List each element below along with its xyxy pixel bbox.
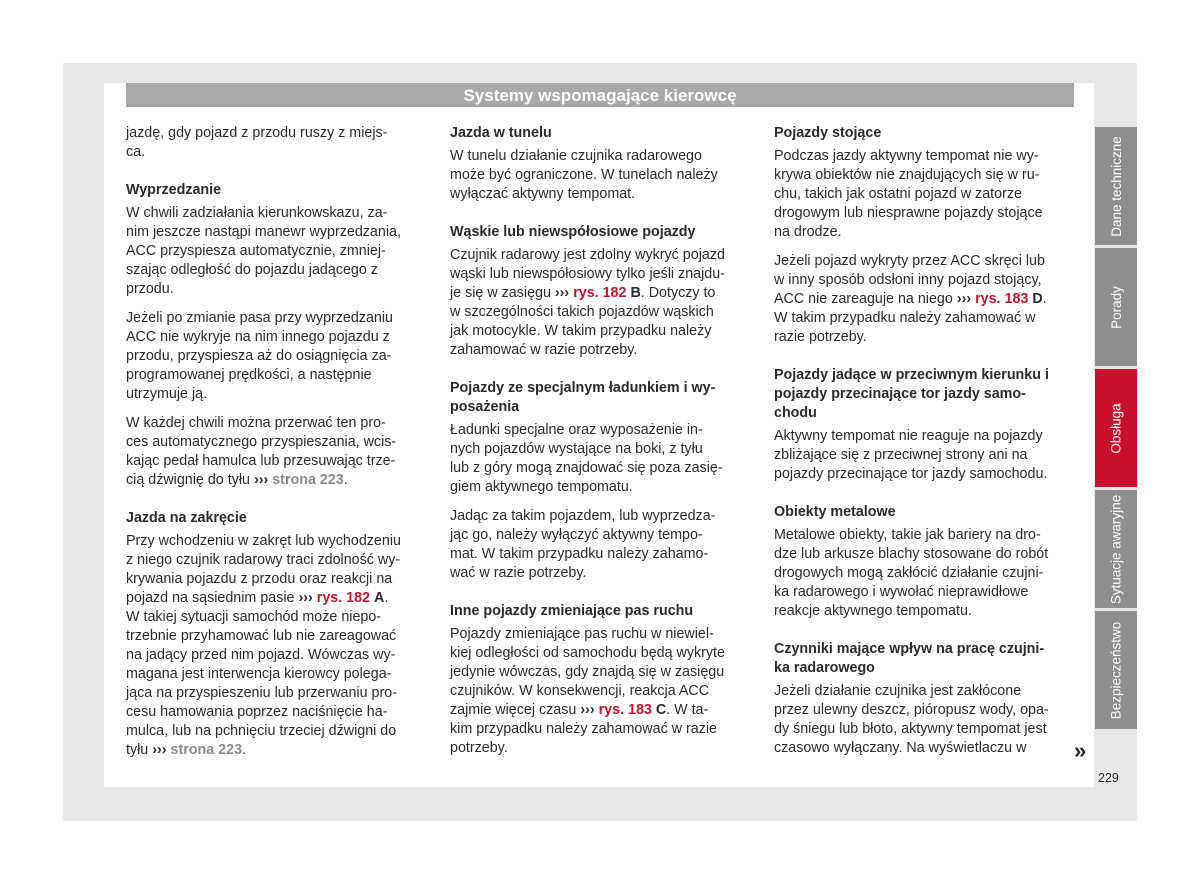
paragraph: Czujnik radarowy jest zdolny wykryć pojazd wąski lub niewspółosiowy tylko jeśli znajdu- je się w zasięgu ››› rys. 182 B. Dotyczy to w szczególności takich pojazdów wąskich jak motocykle. W takim przypadku należy zahamować w razie potrzeby.: [450, 247, 725, 358]
page-number: 229: [1098, 771, 1119, 785]
heading-obiekty-metalowe: Obiekty metalowe: [774, 504, 896, 520]
page-reference-link[interactable]: strona 223: [170, 742, 243, 758]
tab-bezpieczenstwo[interactable]: Bezpieczeństwo: [1095, 611, 1137, 729]
heading-zmiana-pasa: Inne pojazdy zmieniające pas ruchu: [450, 603, 694, 619]
figure-reference-link[interactable]: rys. 182: [573, 285, 627, 301]
paragraph: Jeżeli po zmianie pasa przy wyprzedzaniu ACC nie wykryje na nim innego pojazdu z przodu, przyspiesza aż do osiągnięcia za- programowanej prędkości, a następnie utrzymuje ją.: [126, 310, 394, 402]
ref-arrow-icon: ›››: [152, 742, 167, 758]
column-1: [126, 124, 426, 770]
paragraph: Podczas jazdy aktywny tempomat nie wy- krywa obiektów nie znajdujących się w ru- chu, takich jak ostatni pojazd w zatorze drogowym lub niesprawne pojazdy stojące na drodze.: [774, 148, 1043, 240]
tab-obsluga[interactable]: Obsługa: [1095, 369, 1137, 487]
paragraph: Metalowe obiekty, takie jak bariery na dro- dze lub arkusze blachy stosowane do robót drogowych mogą zakłócić działanie czujni- ka radarowego i wywołać nieprawidłowe reakcje aktywnego tempomatu.: [774, 527, 1049, 619]
column-2: [450, 124, 750, 768]
figure-reference-link[interactable]: rys. 183: [975, 291, 1029, 307]
paragraph: jazdę, gdy pojazd z przodu ruszy z miejs- ca.: [126, 125, 388, 160]
tab-porady[interactable]: Porady: [1095, 248, 1137, 366]
paragraph: Przy wchodzeniu w zakręt lub wychodzeniu z niego czujnik radarowy traci zdolność wy- krywania pojazdu z przodu oraz reakcji na pojazd na sąsiednim pasie ››› rys. 182 A. W takiej sytuacji samochód może niepo- trzebnie przyhamować lub nie zareagować na jadący przed nim pojazd. Wówczas wy- magana jest interwencja kierowcy polega- jąca na przyspieszeniu lub przerwaniu pro- cesu hamowania poprzez naciśnięcie ha- mulca, lub na pchnięciu trzeciej dźwigni do tyłu ››› strona 223.: [126, 533, 401, 758]
heading-wyprzedzanie: Wyprzedzanie: [126, 182, 222, 198]
column-3: [774, 124, 1076, 768]
ref-arrow-icon: ›››: [956, 291, 972, 307]
paragraph: Aktywny tempomat nie reaguje na pojazdy zbliżające się z przeciwnej strony ani na pojazdy przecinające tor jazdy samochodu.: [774, 428, 1048, 482]
figure-reference-link[interactable]: rys. 183: [598, 702, 652, 718]
paragraph: Jeżeli pojazd wykryty przez ACC skręci lub w inny sposób odsłoni inny pojazd stojący, ACC nie zareaguje na niego ››› rys. 183 D. W takim przypadku należy zahamować w razie potrzeby.: [774, 253, 1047, 345]
ref-arrow-icon: ›››: [253, 472, 269, 488]
tab-dane-techniczne[interactable]: Dane techniczne: [1095, 127, 1137, 245]
heading-specjalny-ladunek: Pojazdy ze specjalnym ładunkiem i wy- posażenia: [450, 380, 716, 415]
page-reference-link[interactable]: strona 223: [272, 472, 344, 488]
paragraph: Jeżeli działanie czujnika jest zakłócone przez ulewny deszcz, pióropusz wody, opa- dy śniegu lub błoto, aktywny tempomat jest czasowo wyłączany. Na wyświetlaczu w: [774, 683, 1049, 756]
paragraph: W chwili zadziałania kierunkowskazu, za- nim jeszcze nastąpi manewr wyprzedzania, ACC przyspiesza automatycznie, zmniej- szając odległość do pojazdu jadącego z przodu.: [126, 205, 401, 297]
paragraph: Jadąc za takim pojazdem, lub wyprzedza- jąc go, należy wyłączyć aktywny tempo- mat. W takim przypadku należy zahamo- wać w razie potrzeby.: [450, 508, 716, 581]
ref-arrow-icon: ›››: [580, 702, 595, 718]
continue-icon: »: [1074, 738, 1087, 763]
heading-waskie-pojazdy: Wąskie lub niewspółosiowe pojazdy: [450, 224, 696, 240]
ref-arrow-icon: ›››: [554, 285, 570, 301]
figure-reference-link[interactable]: rys. 182: [316, 590, 371, 606]
tab-sytuacje-awaryjne[interactable]: Sytuacje awaryjne: [1095, 490, 1137, 608]
paragraph: Pojazdy zmieniające pas ruchu w niewiel- kiej odległości od samochodu będą wykryte jedynie wówczas, gdy znajdą się w zasięgu czujników. W konsekwencji, reakcja ACC zajmie więcej czasu ››› rys. 183 C. W ta- kim przypadku należy zahamować w razie potrzeby.: [450, 626, 725, 756]
heading-czynniki: Czynniki mające wpływ na pracę czujni- ka radarowego: [774, 641, 1045, 676]
heading-przeciwny-kierunek: Pojazdy jadące w przeciwnym kierunku i pojazdy przecinające tor jazdy samo- chodu: [774, 367, 1049, 421]
section-header: Systemy wspomagające kierowcę: [126, 83, 1074, 107]
heading-jazda-na-zakrecie: Jazda na zakręcie: [126, 510, 247, 526]
paragraph: W tunelu działanie czujnika radarowego może być ograniczone. W tunelach należy wyłączać aktywny tempomat.: [450, 148, 718, 202]
paragraph: Ładunki specjalne oraz wyposażenie in- nych pojazdów wystające na boki, z tyłu lub z góry mogą znajdować się poza zasię- giem aktywnego tempomatu.: [450, 422, 723, 495]
paragraph: W każdej chwili można przerwać ten pro- ces automatycznego przyspieszania, wcis- kając pedał hamulca lub przesuwając trze- cią dźwignię do tyłu ››› strona 223.: [126, 415, 397, 488]
ref-arrow-icon: ›››: [298, 590, 313, 606]
heading-jazda-w-tunelu: Jazda w tunelu: [450, 125, 552, 141]
heading-pojazdy-stojace: Pojazdy stojące: [774, 125, 882, 141]
